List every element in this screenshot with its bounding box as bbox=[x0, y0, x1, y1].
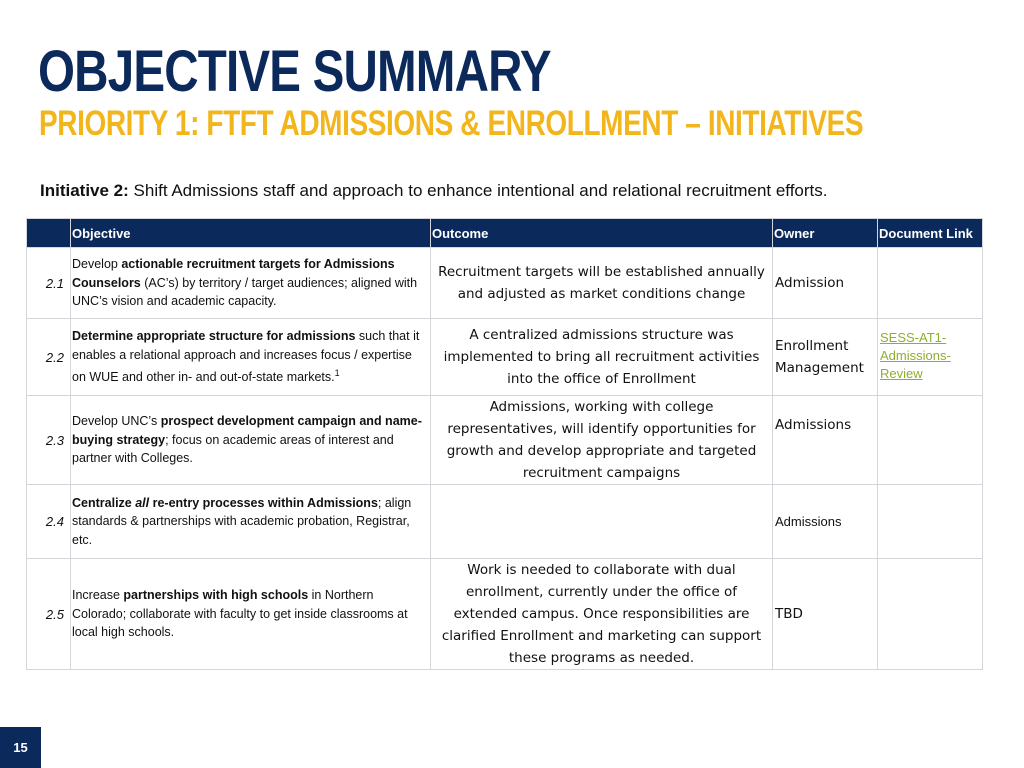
initiative-label: Initiative 2: bbox=[40, 181, 129, 200]
table-row bbox=[27, 248, 983, 319]
objective-emphasis: prospect development campaign and name-buying strategy bbox=[72, 414, 422, 447]
outcome-cell: A centralized admissions structure was implemented to bring all recruitment activities into the office of Enrollment bbox=[431, 319, 773, 396]
header-objective: Objective bbox=[71, 219, 431, 248]
objective-text: such that it enables a relational approach and increases focus / expertise on WUE and other in- and out-of-state markets. bbox=[72, 329, 420, 385]
objective-cell bbox=[71, 319, 431, 396]
document-link-cell bbox=[878, 485, 983, 559]
table-row bbox=[27, 319, 983, 396]
table-row bbox=[27, 559, 983, 670]
owner-cell: Admissions bbox=[773, 396, 878, 485]
owner-cell: Admission bbox=[773, 248, 878, 319]
objective-emphasis: partnerships with high schools bbox=[123, 588, 309, 603]
owner-cell: Enrollment Management bbox=[773, 319, 878, 396]
row-number: 2.1 bbox=[27, 248, 71, 319]
objective-text: (AC’s) by territory / target audiences; aligned with UNC’s vision and academic capacity. bbox=[72, 275, 418, 309]
page-title: OBJECTIVE SUMMARY bbox=[38, 39, 551, 104]
table-header-row bbox=[27, 219, 983, 248]
outcome-cell: Work is needed to collaborate with dual enrollment, currently under the office of extended campus. Once responsibilities are clarified Enrollment and marketing can support these programs as needed. bbox=[431, 559, 773, 670]
document-link-cell bbox=[878, 248, 983, 319]
objective-emphasis: re-entry processes within Admissions bbox=[149, 495, 378, 510]
objective-table bbox=[26, 218, 983, 670]
table-row bbox=[27, 485, 983, 559]
header-document-link: Document Link bbox=[878, 219, 983, 248]
footnote-marker: 1 bbox=[334, 368, 340, 379]
row-number: 2.5 bbox=[27, 559, 71, 670]
document-link-cell bbox=[878, 396, 983, 485]
row-number: 2.4 bbox=[27, 485, 71, 559]
page-subtitle: PRIORITY 1: FTFT ADMISSIONS & ENROLLMENT – INITIATIVES bbox=[39, 104, 864, 143]
header-num bbox=[27, 219, 71, 248]
header-owner: Owner bbox=[773, 219, 878, 248]
outcome-cell: Recruitment targets will be established annually and adjusted as market conditions change bbox=[431, 248, 773, 319]
objective-emphasis: Determine appropriate structure for admissions bbox=[72, 329, 356, 344]
objective-cell bbox=[71, 559, 431, 670]
row-number: 2.2 bbox=[27, 319, 71, 396]
objective-text: Develop bbox=[72, 257, 122, 272]
document-link-cell bbox=[878, 319, 983, 396]
row-number: 2.3 bbox=[27, 396, 71, 485]
objective-text: Develop UNC’s bbox=[72, 414, 161, 429]
objective-emphasis: all bbox=[135, 495, 150, 510]
owner-cell: TBD bbox=[773, 559, 878, 670]
document-link-cell bbox=[878, 559, 983, 670]
objective-emphasis: actionable recruitment targets for Admissions Counselors bbox=[72, 257, 395, 290]
table-row bbox=[27, 396, 983, 485]
outcome-cell bbox=[431, 485, 773, 559]
header-outcome: Outcome bbox=[431, 219, 773, 248]
document-link[interactable]: SESS-AT1-Admissions-Review bbox=[880, 330, 951, 381]
page-number: 15 bbox=[0, 727, 41, 768]
objective-text: ; align standards & partnerships with academic probation, Registrar, etc. bbox=[72, 495, 412, 547]
initiative-text: Shift Admissions staff and approach to enhance intentional and relational recruitment efforts. bbox=[128, 181, 828, 200]
objective-emphasis: Centralize bbox=[72, 495, 136, 510]
objective-text: Increase bbox=[72, 588, 124, 603]
objective-cell bbox=[71, 485, 431, 559]
objective-text: in Northern Colorado; collaborate with faculty to get inside classrooms at local high schools. bbox=[72, 588, 408, 640]
objective-text: ; focus on academic areas of interest and partner with Colleges. bbox=[72, 432, 394, 466]
objective-cell bbox=[71, 248, 431, 319]
objective-cell bbox=[71, 396, 431, 485]
outcome-cell: Admissions, working with college representatives, will identify opportunities for growth and develop appropriate and targeted recruitment campaigns bbox=[431, 396, 773, 485]
initiative-statement bbox=[40, 180, 828, 202]
owner-cell: Admissions bbox=[773, 485, 878, 559]
